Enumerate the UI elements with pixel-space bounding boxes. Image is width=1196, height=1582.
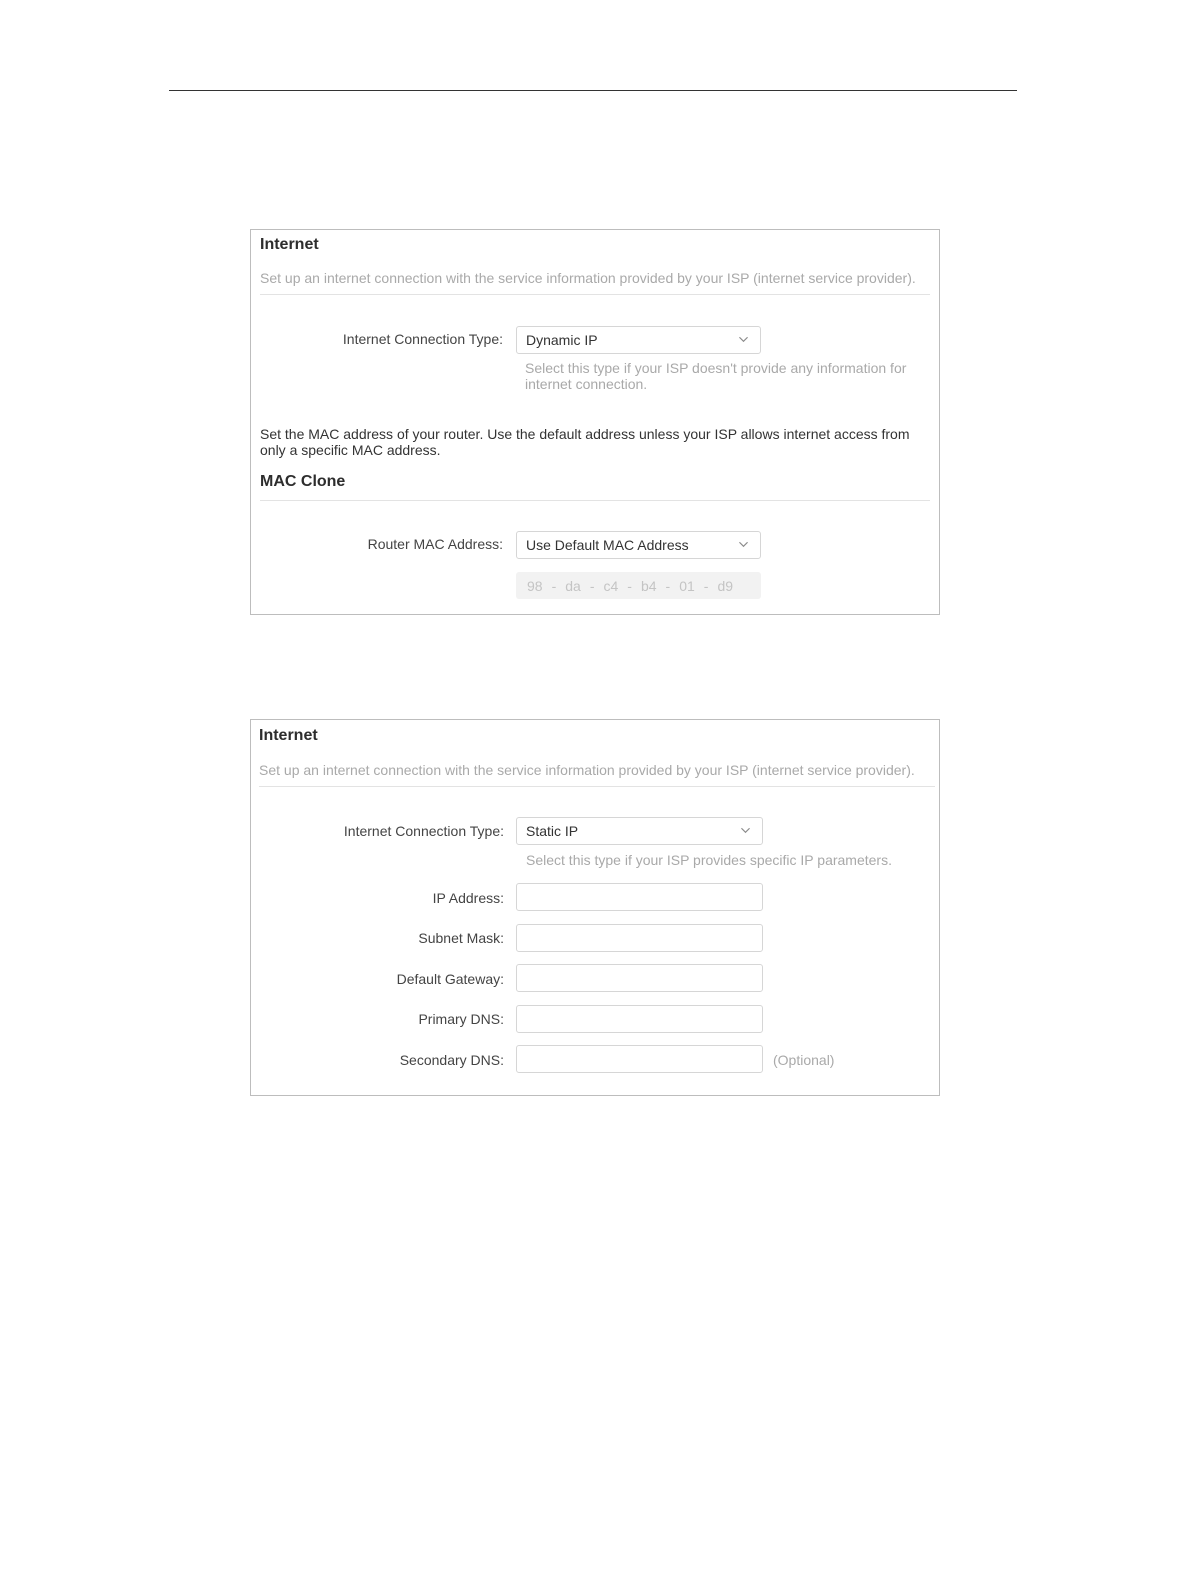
panel-title: Internet xyxy=(259,727,318,744)
mac-octet-2: da xyxy=(565,577,581,594)
subnet-mask-label: Subnet Mask: xyxy=(418,930,504,946)
connection-type-hint: Select this type if your ISP provides specific IP parameters. xyxy=(526,852,892,868)
mac-separator: - xyxy=(589,577,595,594)
mac-description: Set the MAC address of your router. Use the default address unless your ISP allows internet access from only a specific MAC address. xyxy=(260,426,910,458)
ip-address-label: IP Address: xyxy=(432,890,504,906)
panel-subtitle: Set up an internet connection with the service information provided by your ISP (internet service provider). xyxy=(259,762,915,778)
mac-octet-6: d9 xyxy=(717,577,734,594)
default-gateway-label: Default Gateway: xyxy=(396,971,504,987)
chevron-down-icon xyxy=(739,540,748,549)
chevron-down-icon xyxy=(739,335,748,344)
primary-dns-label: Primary DNS: xyxy=(418,1011,504,1027)
connection-type-hint: Select this type if your ISP doesn't provide any information for internet connection. xyxy=(525,360,907,392)
section-divider xyxy=(260,294,930,295)
optional-note: (Optional) xyxy=(773,1052,835,1068)
secondary-dns-input[interactable] xyxy=(516,1045,763,1073)
chevron-down-icon xyxy=(741,826,750,835)
mac-address-display xyxy=(516,572,761,599)
internet-panel-static-ip xyxy=(250,719,940,1096)
mac-section-divider xyxy=(260,500,930,501)
mac-octet-1: 98 xyxy=(527,577,543,594)
router-mac-value: Use Default MAC Address xyxy=(526,537,689,553)
ip-address-input[interactable] xyxy=(516,883,763,911)
subnet-mask-input[interactable] xyxy=(516,924,763,952)
panel-title: Internet xyxy=(260,236,319,253)
internet-panel-dynamic-ip xyxy=(250,229,940,615)
section-divider xyxy=(259,786,935,787)
mac-clone-title: MAC Clone xyxy=(260,473,346,490)
router-mac-select[interactable] xyxy=(516,531,761,559)
mac-octet-4: b4 xyxy=(640,577,657,594)
connection-type-value: Static IP xyxy=(526,823,579,839)
mac-separator: - xyxy=(703,577,709,594)
page-header-rule xyxy=(169,90,1017,91)
router-mac-label: Router MAC Address: xyxy=(367,536,503,552)
connection-type-label: Internet Connection Type: xyxy=(343,823,504,839)
mac-separator: - xyxy=(627,577,632,594)
connection-type-label: Internet Connection Type: xyxy=(342,331,503,347)
connection-type-select[interactable] xyxy=(516,817,763,845)
mac-separator: - xyxy=(551,577,557,594)
mac-separator: - xyxy=(665,577,671,594)
connection-type-value: Dynamic IP xyxy=(526,332,598,348)
secondary-dns-label: Secondary DNS: xyxy=(399,1052,504,1068)
default-gateway-input[interactable] xyxy=(516,964,763,992)
connection-type-select[interactable] xyxy=(516,326,761,354)
mac-octet-3: c4 xyxy=(603,577,619,594)
mac-octet-5: 01 xyxy=(679,577,695,594)
panel-subtitle: Set up an internet connection with the service information provided by your ISP (internet service provider). xyxy=(260,270,916,286)
primary-dns-input[interactable] xyxy=(516,1005,763,1033)
